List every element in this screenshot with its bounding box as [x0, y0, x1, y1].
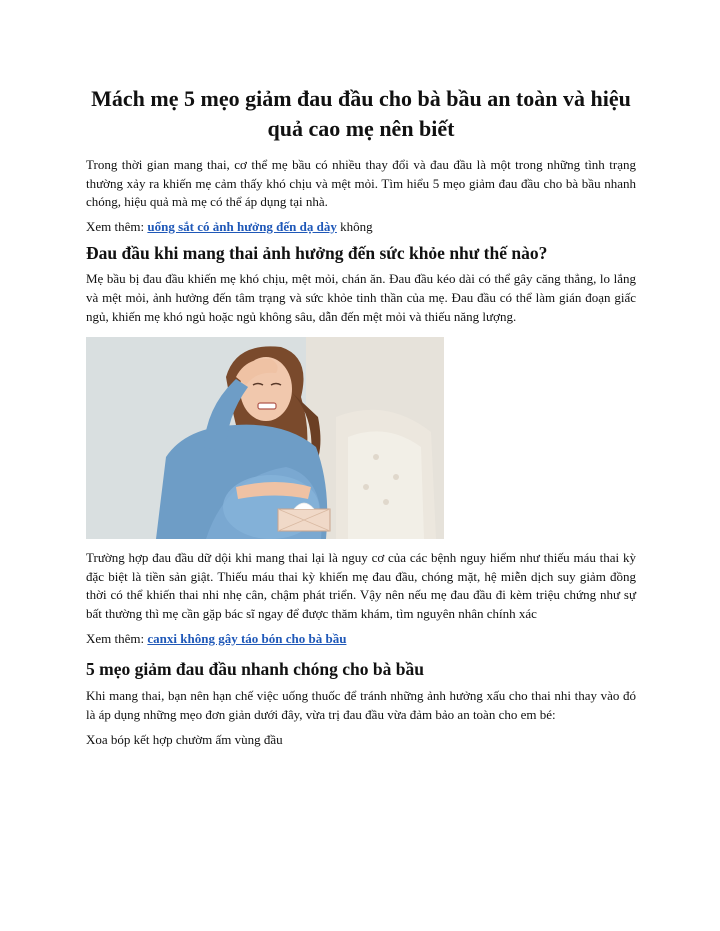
danger-paragraph: Trường hợp đau đầu dữ dội khi mang thai lại là nguy cơ của các bệnh nguy hiểm như thiếu máu thai kỳ đặc biệt là tiền sản giật. Thiếu máu thai kỳ khiến mẹ đau đầu, chóng mặt, hệ miễn dịch suy giảm đồng thời có thể khiến thai nhi nhẹ cân, chậm phát triển. Vậy nên nếu mẹ đau đầu đi kèm triệu chứng như sự bất thường thì mẹ cần gặp bác sĩ ngay để được thăm khám, tìm nguyên nhân chính xác — [86, 550, 636, 621]
tips-intro-paragraph: Khi mang thai, bạn nên hạn chế việc uống thuốc để tránh những ảnh hưởng xấu cho thai nhi thay vào đó là áp dụng những mẹo đơn giản dưới đây, vừa trị đau đầu vừa đảm bảo an toàn cho em bé: — [86, 688, 636, 722]
article — [86, 84, 636, 750]
intro-paragraph: Trong thời gian mang thai, cơ thể mẹ bầu có nhiều thay đổi và đau đầu là một trong những tình trạng thường xảy ra khiến mẹ cảm thấy khó chịu và mệt mỏi. Tìm hiểu 5 mẹo giảm đau đầu cho bà bầu nhanh chóng, hiệu quả mà mẹ có thể áp dụng tại nhà. — [86, 157, 636, 210]
section-heading-tips: 5 mẹo giảm đau đầu nhanh chóng cho bà bầu — [86, 659, 424, 680]
article-title: Mách mẹ 5 mẹo giảm đau đầu cho bà bầu an toàn và hiệu quả cao mẹ nên biết — [91, 86, 631, 141]
see-more-prefix: Xem thêm: — [86, 218, 148, 234]
see-more-line-1 — [86, 218, 636, 237]
see-more-line-2 — [86, 630, 636, 649]
section-heading-effects: Đau đầu khi mang thai ảnh hưởng đến sức khỏe như thế nào? — [86, 243, 548, 264]
effects-paragraph: Mẹ bầu bị đau đầu khiến mẹ khó chịu, mệt mỏi, chán ăn. Đau đầu kéo dài có thể gây căng thẳng, lo lắng và mệt mỏi, ảnh hưởng đến tâm trạng và sức khỏe tinh thần của mẹ. Đau đầu có thể làm gián đoạn giấc ngủ, khiến mẹ khó ngủ hoặc ngủ không sâu, dẫn đến mệt mỏi và thiếu năng lượng. — [86, 271, 636, 324]
see-more-prefix-2: Xem thêm: — [86, 630, 148, 646]
pregnant-woman-headache-photo — [86, 337, 444, 539]
see-more-link-calcium[interactable]: canxi không gây táo bón cho bà bầu — [147, 630, 347, 646]
photo-illustration — [86, 337, 444, 539]
tip-massage-line: Xoa bóp kết hợp chườm ấm vùng đầu — [86, 732, 283, 748]
see-more-link-iron[interactable]: uống sắt có ảnh hưởng đến dạ dày — [147, 218, 337, 234]
see-more-suffix: không — [336, 218, 373, 234]
